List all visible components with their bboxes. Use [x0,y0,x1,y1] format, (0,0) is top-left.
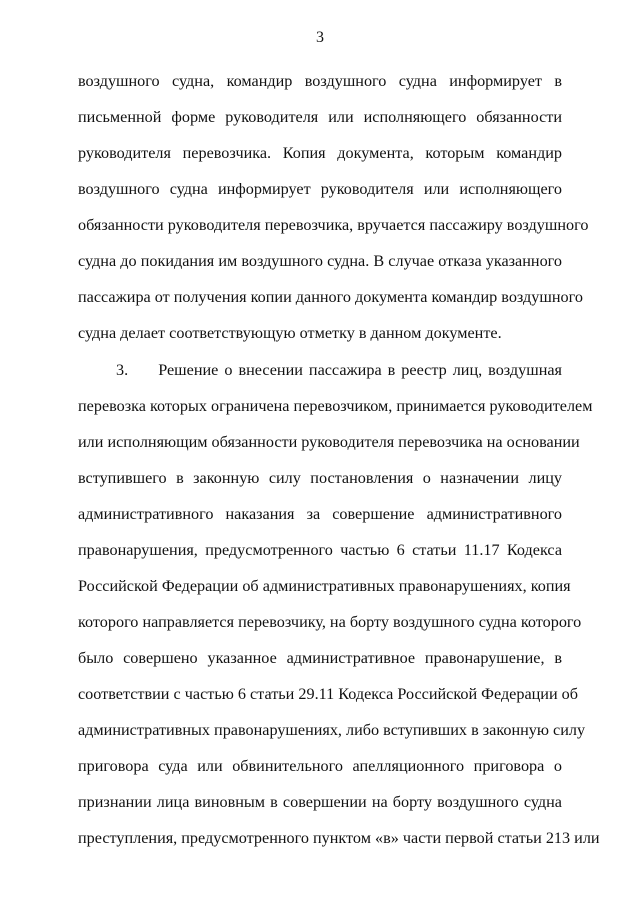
paragraph-line: письменной форме руководителя или исполняющего обязанности [78,108,562,126]
paragraph-line: правонарушения, предусмотренного частью 6 статьи 11.17 Кодекса [78,541,562,559]
paragraph-continuation [78,63,589,351]
paragraph-line: воздушного судна информирует руководителя или исполняющего [78,180,562,198]
paragraph-line: вступившего в законную силу постановления о назначении лицу [78,469,562,487]
paragraph-item-3 [78,352,600,856]
paragraph-line: преступления, предусмотренного пунктом «в» части первой статьи 213 или [78,829,600,847]
paragraph-line: перевозка которых ограничена перевозчиком, принимается руководителем [78,397,593,415]
paragraph-line: или исполняющим обязанности руководителя перевозчика на основании [78,433,580,451]
paragraph-line: Российской Федерации об административных правонарушениях, копия [78,577,571,595]
paragraph-line: пассажира от получения копии данного документа командир воздушного [78,288,583,306]
paragraph-line: судна до покидания им воздушного судна. В случае отказа указанного [78,252,562,270]
paragraph-line: руководителя перевозчика. Копия документа, которым командир [78,144,562,162]
paragraph-line: которого направляется перевозчику, на борту воздушного судна которого [78,613,582,631]
paragraph-line: административного наказания за совершение административного [78,505,562,523]
paragraph-line: воздушного судна, командир воздушного судна информирует в [78,72,562,90]
page-number: 3 [316,29,324,46]
paragraph-line: приговора суда или обвинительного апелляционного приговора о [78,757,562,775]
paragraph-line: признании лица виновным в совершении на борту воздушного судна [78,793,562,811]
paragraph-line: обязанности руководителя перевозчика, вручается пассажиру воздушного [78,216,589,234]
paragraph-line: административных правонарушениях, либо вступивших в законную силу [78,721,586,739]
paragraph-line: судна делает соответствующую отметку в данном документе. [78,324,502,342]
paragraph-line: 3. Решение о внесении пассажира в реестр лиц, воздушная [116,361,562,379]
paragraph-line: соответствии с частью 6 статьи 29.11 Кодекса Российской Федерации об [78,685,579,703]
paragraph-line: было совершено указанное административное правонарушение, в [78,649,562,667]
